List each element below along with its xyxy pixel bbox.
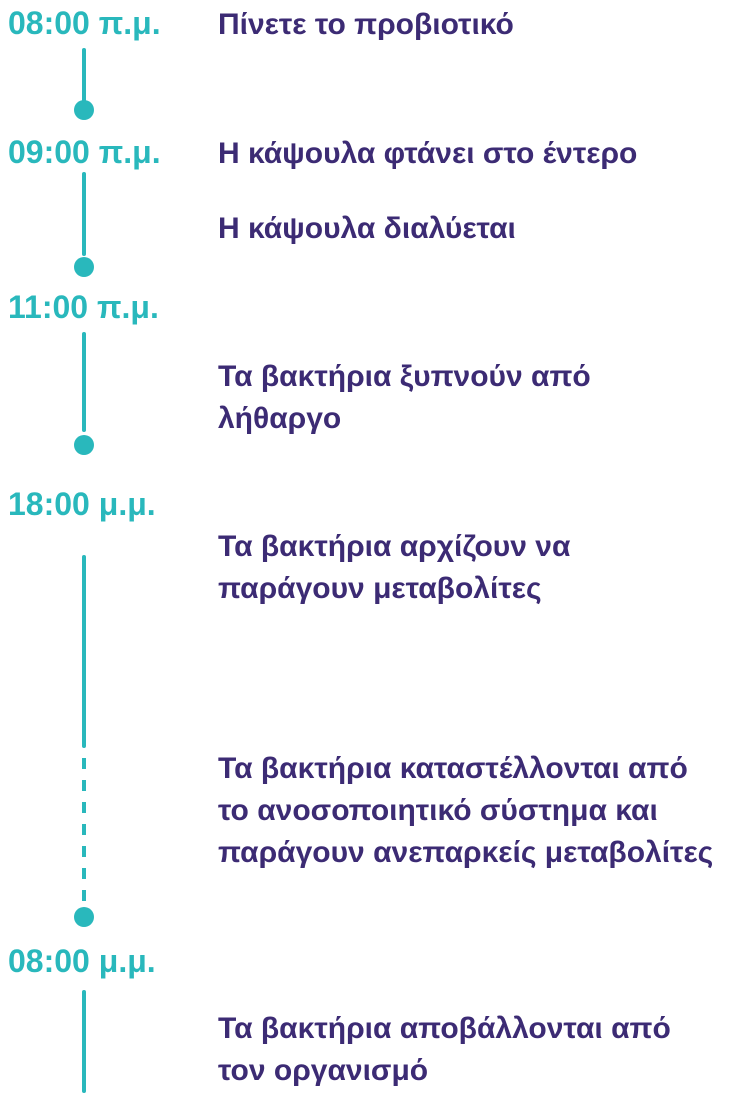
step-bacteria-suppressed: Τα βακτήρια καταστέλλονται από το ανοσοποιητικό σύστημα και παράγουν ανεπαρκείς μεταβολίτες: [218, 752, 714, 869]
step-capsule-dissolves: Η κάψουλα διαλύεται: [218, 212, 516, 245]
time-label-0800am: 08:00 π.μ.: [8, 5, 161, 41]
time-label-0900am: 09:00 π.μ.: [8, 134, 161, 170]
step-bacteria-wake: Τα βακτήρια ξυπνούν από λήθαργο: [218, 360, 591, 435]
step-drink-probiotic: Πίνετε το προβιοτικό: [218, 8, 514, 41]
timeline-segment-solid-5: [82, 990, 86, 1093]
time-label-0800pm: 08:00 μ.μ.: [8, 943, 156, 979]
timeline-dot-4: [74, 907, 94, 927]
time-label-1100am: 11:00 π.μ.: [8, 289, 159, 325]
timeline-segment-solid-4: [82, 555, 86, 748]
timeline-segment-solid-2: [82, 172, 86, 256]
step-bacteria-expelled: Τα βακτήρια αποβάλλονται από τον οργανισμό: [218, 1012, 671, 1087]
timeline-segment-solid-1: [82, 48, 86, 102]
timeline-segment-solid-3: [82, 332, 86, 432]
step-capsule-reaches-gut: Η κάψουλα φτάνει στο έντερο: [218, 137, 638, 170]
timeline-dot-2: [74, 257, 94, 277]
time-label-1800pm: 18:00 μ.μ.: [8, 486, 156, 522]
timeline-dot-1: [74, 100, 94, 120]
timeline-dot-3: [74, 435, 94, 455]
timeline-segment-dashed: [82, 758, 86, 906]
step-bacteria-produce-metabolites: Τα βακτήρια αρχίζουν να παράγουν μεταβολίτες: [218, 530, 571, 605]
